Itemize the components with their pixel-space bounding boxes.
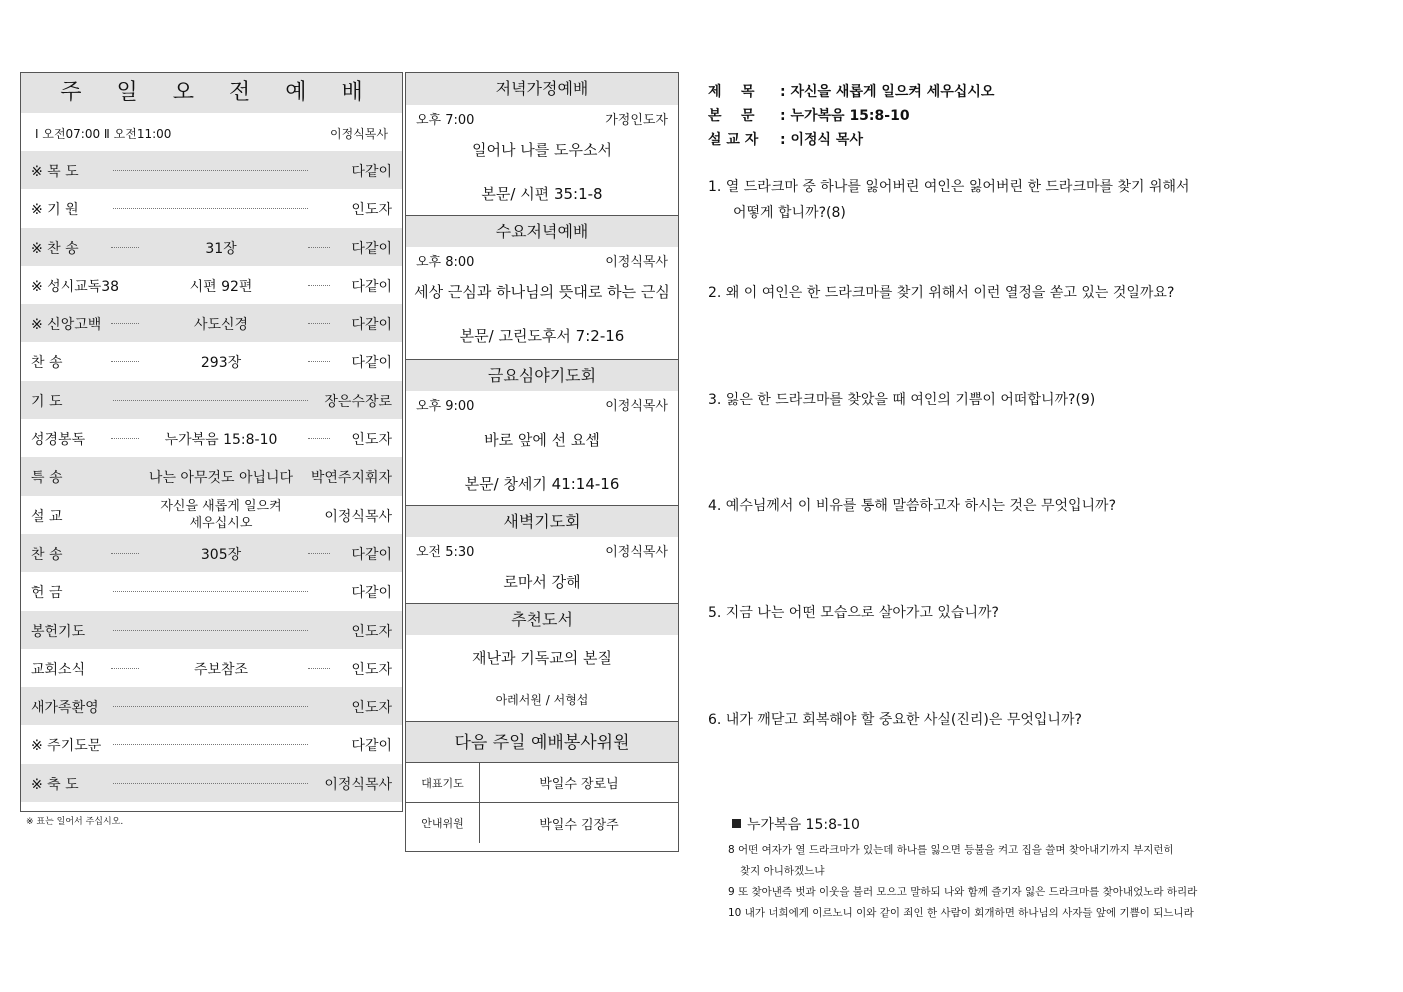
dot-leader <box>308 668 330 669</box>
sermon-topic: : 자신을 새롭게 일으켜 세우십시오 <box>780 84 995 100</box>
sermon-text-line <box>708 104 994 128</box>
order-row <box>21 189 402 227</box>
service-person: 가정인도자 <box>605 113 668 128</box>
order-label: ※ 찬 송 <box>31 240 79 257</box>
order-row <box>21 419 402 457</box>
question-text: 4. 예수님께서 이 비유를 통해 말씀하고자 하시는 것은 무엇입니까? <box>708 498 1117 514</box>
dot-leader <box>113 170 308 171</box>
next-week-title: 다음 주일 예배봉사위원 <box>406 721 678 763</box>
dot-leader <box>308 285 330 286</box>
service-topic: 세상 근심과 하나님의 뜻대로 하는 근심 <box>414 283 670 301</box>
worship-preacher: 이정식목사 <box>330 127 388 141</box>
order-label: 헌 금 <box>31 585 63 602</box>
sermon-text: : 누가복음 15:8-10 <box>780 108 910 124</box>
order-item: 주보참조 <box>193 661 249 678</box>
order-row <box>21 649 402 687</box>
order-item: 누가복음 15:8-10 <box>164 432 278 449</box>
order-row <box>21 304 402 342</box>
service-title: 수요저녁예배 <box>406 215 678 247</box>
book-title: 재난과 기독교의 본질 <box>472 649 612 667</box>
sermon-topic-line <box>708 80 994 104</box>
order-person: 인도자 <box>351 661 392 678</box>
order-person: 인도자 <box>351 202 392 219</box>
order-person: 다같이 <box>351 546 392 563</box>
sermon-header <box>708 80 994 152</box>
service-time: 오후 7:00 <box>416 113 475 128</box>
order-label: ※ 주기도문 <box>31 738 102 755</box>
order-row <box>21 534 402 572</box>
service-title: 저녁가정예배 <box>406 73 678 105</box>
order-item: 293장 <box>200 355 242 372</box>
scripture-passage <box>728 814 1201 924</box>
order-label: ※ 성시교독38 <box>31 278 120 295</box>
question-text: 1. 열 드라크마 중 하나를 잃어버린 여인은 잃어버린 한 드라크마를 찾기 위해서 <box>708 179 1190 195</box>
dot-leader <box>111 247 139 248</box>
service-person: 이정식목사 <box>605 255 668 270</box>
sermon-preacher-line <box>708 128 994 152</box>
order-item: 시편 92편 <box>189 278 253 295</box>
order-row <box>21 266 402 304</box>
sermon-preacher: : 이정식 목사 <box>780 132 863 148</box>
dot-leader <box>308 323 330 324</box>
order-label: ※ 신앙고백 <box>31 317 102 334</box>
service-person: 이정식목사 <box>605 545 668 560</box>
dot-leader <box>111 438 139 439</box>
order-label: 특 송 <box>31 470 63 487</box>
question-text-cont: 어떻게 합니까?(8) <box>733 205 846 221</box>
service-topic: 일어나 나를 도우소서 <box>472 141 612 159</box>
order-person: 박연주지휘자 <box>310 470 392 487</box>
question-5 <box>708 600 1328 626</box>
order-person: 이정식목사 <box>324 776 392 793</box>
scripture-verse-cont: 찾지 아니하겠느냐 <box>740 865 825 877</box>
service-time: 오전 5:30 <box>416 545 475 560</box>
sermon-text-key: 본 문 <box>708 108 755 124</box>
sermon-preacher-key: 설 교 자 <box>708 132 759 148</box>
dot-leader <box>113 591 308 592</box>
question-text: 2. 왜 이 여인은 한 드라크마를 찾기 위해서 이런 열정을 쏟고 있는 것일까요? <box>708 285 1175 301</box>
order-row <box>21 496 402 534</box>
order-row <box>21 342 402 380</box>
service-text: 본문/ 시편 35:1-8 <box>481 185 603 203</box>
order-item: 31장 <box>205 240 237 257</box>
dot-leader <box>111 361 139 362</box>
order-label: 봉헌기도 <box>31 623 86 640</box>
order-label: 교회소식 <box>31 661 86 678</box>
question-3 <box>708 387 1328 413</box>
order-item: 사도신경 <box>193 317 249 334</box>
service-title: 새벽기도회 <box>406 505 678 537</box>
dot-leader <box>113 208 308 209</box>
question-6 <box>708 707 1328 733</box>
service-title: 금요심야기도회 <box>406 359 678 391</box>
worship-times: Ⅰ 오전07:00 Ⅱ 오전11:00 <box>35 127 172 141</box>
question-text: 3. 잃은 한 드라크마를 찾았을 때 여인의 기쁨이 어떠합니까?(9) <box>708 392 1096 408</box>
next-week-role: 대표기도 <box>406 763 480 802</box>
scripture-heading <box>732 814 1201 834</box>
sermon-title-item: 자신을 새롭게 일으켜 세우십시오 <box>160 498 282 531</box>
dot-leader <box>113 630 308 631</box>
scripture-verse: 9 또 찾아낸즉 벗과 이웃을 불러 모으고 말하되 나와 함께 즐기자 잃은 드라크마를 찾아내었노라 하리라 <box>728 886 1198 898</box>
order-row <box>21 457 402 495</box>
order-label: ※ 기 원 <box>31 202 79 219</box>
order-person: 이정식목사 <box>324 508 392 525</box>
next-week-row <box>406 763 678 803</box>
service-time: 오후 8:00 <box>416 255 475 270</box>
order-label: 성경봉독 <box>31 432 86 449</box>
dot-leader <box>113 783 308 784</box>
service-time: 오후 9:00 <box>416 399 475 414</box>
service-body <box>406 391 678 505</box>
question-1 <box>708 174 1328 226</box>
order-person: 장은수장로 <box>324 393 392 410</box>
next-week-names: 박일수 장로님 <box>539 777 619 792</box>
service-topic: 로마서 강해 <box>503 573 581 591</box>
order-person: 인도자 <box>351 432 392 449</box>
order-row <box>21 151 402 189</box>
dot-leader <box>308 361 330 362</box>
books-body <box>406 635 678 721</box>
dot-leader <box>308 438 330 439</box>
scripture-title: 누가복음 15:8-10 <box>747 817 860 833</box>
dot-leader <box>111 668 139 669</box>
order-row <box>21 572 402 610</box>
order-person: 다같이 <box>351 738 392 755</box>
dot-leader <box>308 247 330 248</box>
question-4 <box>708 493 1328 519</box>
order-person: 다같이 <box>351 240 392 257</box>
order-label: 찬 송 <box>31 546 63 563</box>
order-label: 새가족환영 <box>31 700 99 717</box>
dot-leader <box>113 744 308 745</box>
order-person: 다같이 <box>351 355 392 372</box>
worship-times-row <box>21 113 402 151</box>
scripture-verse: 10 내가 너희에게 이르노니 이와 같이 죄인 한 사람이 회개하면 하나님의 사자들 앞에 기쁨이 되느니라 <box>728 907 1194 919</box>
service-text: 본문/ 창세기 41:14-16 <box>464 475 620 493</box>
order-label: 기 도 <box>31 393 63 410</box>
next-week-row <box>406 803 678 843</box>
services-column <box>405 72 679 852</box>
order-item: 나는 아무것도 아닙니다 <box>148 470 294 487</box>
question-text: 5. 지금 나는 어떤 모습으로 살아가고 있습니까? <box>708 605 999 621</box>
order-person: 다같이 <box>351 164 392 180</box>
service-person: 이정식목사 <box>605 399 668 414</box>
order-label: ※ 축 도 <box>31 776 79 793</box>
service-body <box>406 537 678 603</box>
books-title: 추천도서 <box>406 603 678 635</box>
order-row <box>21 687 402 725</box>
service-body <box>406 247 678 359</box>
square-bullet-icon <box>732 819 741 828</box>
order-person: 다같이 <box>351 317 392 334</box>
order-person: 다같이 <box>351 278 392 295</box>
order-row <box>21 764 402 802</box>
worship-order-table <box>20 72 403 812</box>
worship-title: 주 일 오 전 예 배 <box>21 73 402 113</box>
service-body <box>406 105 678 215</box>
question-2 <box>708 280 1328 306</box>
order-label: 찬 송 <box>31 355 63 372</box>
sermon-topic-key: 제 목 <box>708 84 755 100</box>
next-week-names: 박일수 김장주 <box>539 817 619 833</box>
order-row <box>21 611 402 649</box>
service-topic: 바로 앞에 선 요셉 <box>484 431 600 449</box>
order-row <box>21 725 402 763</box>
order-label: 설 교 <box>31 508 63 525</box>
order-label: ※ 목 도 <box>31 164 79 180</box>
order-row <box>21 381 402 419</box>
service-text: 본문/ 고린도후서 7:2-16 <box>459 327 625 345</box>
dot-leader <box>113 400 308 401</box>
next-week-role: 안내위원 <box>406 803 480 843</box>
order-row <box>21 228 402 266</box>
order-item: 305장 <box>200 546 242 563</box>
order-person: 다같이 <box>351 585 392 602</box>
scripture-verse: 8 어떤 여자가 열 드라크마가 있는데 하나를 잃으면 등불을 켜고 집을 쓸며 찾아내기까지 부지런히 <box>728 844 1174 856</box>
book-author: 아레서원 / 서형섭 <box>495 693 589 707</box>
question-text: 6. 내가 깨닫고 회복해야 할 중요한 사실(진리)은 무엇입니까? <box>708 712 1082 728</box>
dot-leader <box>111 323 139 324</box>
order-person: 인도자 <box>351 700 392 717</box>
dot-leader <box>111 553 139 554</box>
standing-note: ※ 표는 일어서 주십시오. <box>26 817 124 827</box>
dot-leader <box>308 553 330 554</box>
dot-leader <box>113 706 308 707</box>
order-person: 인도자 <box>351 623 392 640</box>
